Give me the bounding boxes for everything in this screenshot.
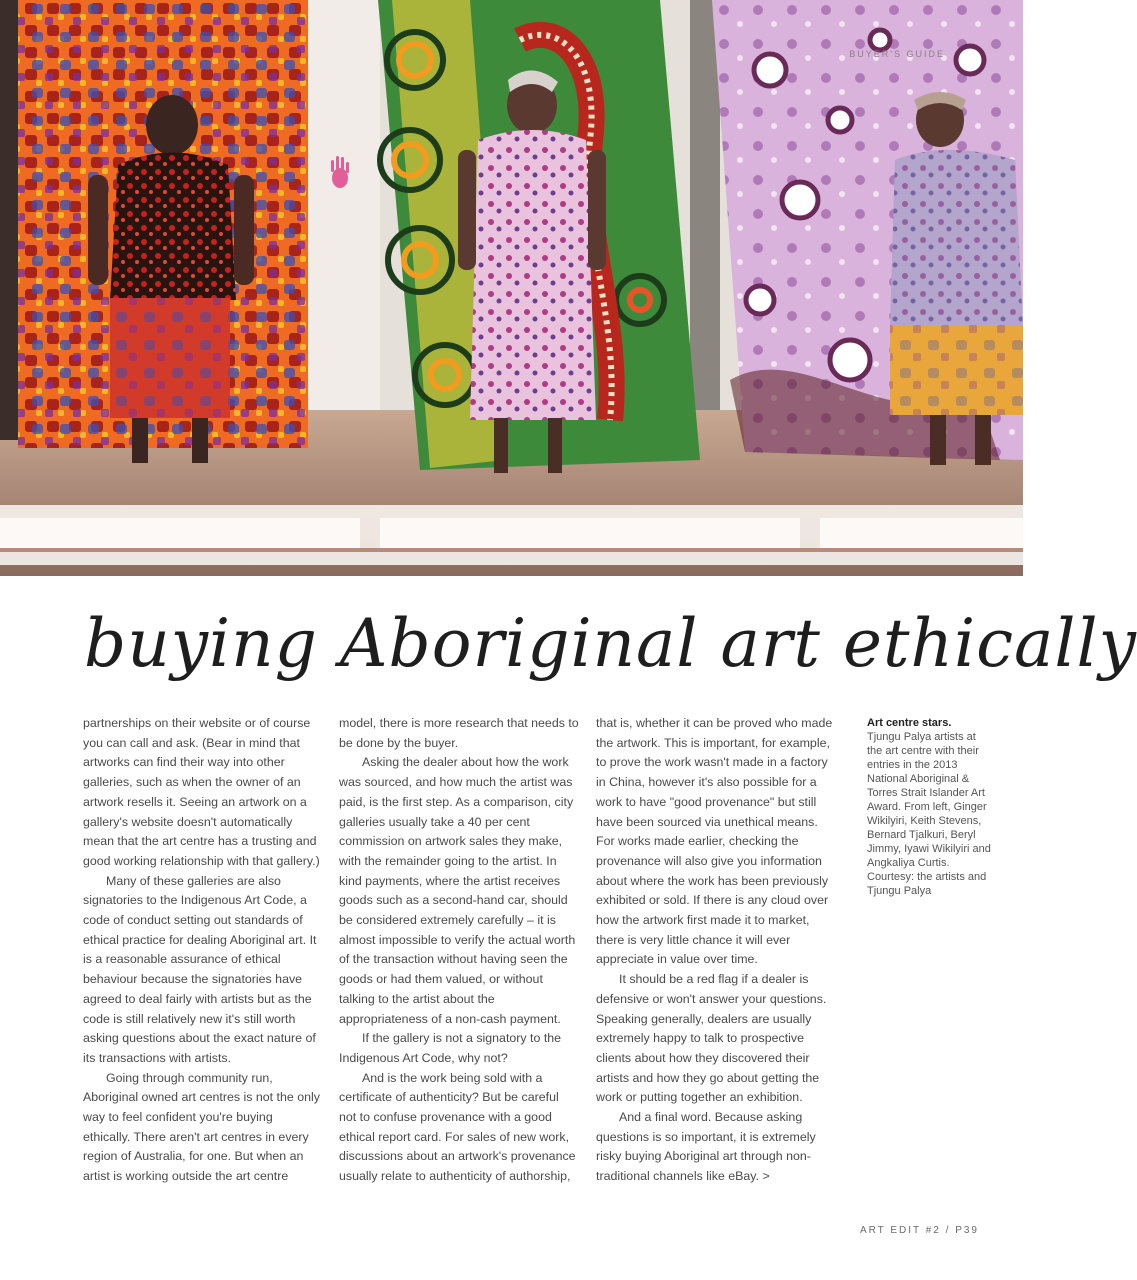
- photo-caption: [867, 716, 992, 898]
- section-label: BUYER'S GUIDE: [849, 49, 945, 59]
- paragraph: And is the work being sold with a certificate of authenticity? But be careful not to confuse provenance with a good ethical report card. For sales of new work, discussions about an artwork's provenance usually relate to authenticity of authorship,: [339, 1070, 576, 1184]
- paragraph: model, there is more research that needs to be done by the buyer.: [339, 716, 579, 750]
- body-column-2: [339, 714, 579, 1187]
- caption-body: Tjungu Palya artists at the art centre with their entries in the 2013 National Aboriginal & Torres Strait Islander Art Award. From left, Ginger Wikilyiri, Keith Stevens, Bernard Tjalkuri, Beryl Jimmy, Iyawi Wikilyiri and Angkaliya Curtis. Courtesy: the artists and Tjungu Palya: [867, 731, 991, 897]
- article-headline: buying Aboriginal art ethically: [84, 605, 1137, 682]
- paragraph: Going through community run, Aboriginal owned art centres is not the only way to feel confident you're buying ethically. There aren't art centres in every region of Australia, for one. But when an artist is working outside the art centre: [83, 1070, 320, 1184]
- caption-title: Art centre stars.: [867, 717, 952, 729]
- page-folio: ART EDIT #2 / P39: [859, 1225, 979, 1236]
- paragraph: Many of these galleries are also signatories to the Indigenous Art Code, a code of conduct setting out standards of ethical practice for dealing Aboriginal art. It is a reasonable assurance of ethical behaviour because the signatories have agreed to deal fairly with artists but as the code is still relatively new it's still worth asking questions about the exact nature of its transactions with artists.: [83, 873, 317, 1065]
- paragraph: partnerships on their website or of course you can call and ask. (Bear in mind that artworks can find their way into other galleries, such as when the owner of an artwork resells it. Seeing an artwork on a gallery's website doesn't automatically mean that the art centre has a trusting and good working relationship with that gallery.): [83, 716, 320, 868]
- body-column-1: [83, 714, 323, 1187]
- body-column-3: [596, 714, 836, 1187]
- paragraph: If the gallery is not a signatory to the Indigenous Art Code, why not?: [339, 1031, 562, 1065]
- paragraph: And a final word. Because asking questions is so important, it is extremely risky buying Aboriginal art through non-traditional channels like eBay. >: [596, 1110, 816, 1184]
- hero-photo: [0, 0, 1023, 576]
- paragraph: Asking the dealer about how the work was sourced, and how much the artist was paid, is the first step. As a comparison, city galleries usually take a 40 per cent commission on artwork sales they make, with the remainder going to the artist. In kind payments, where the artist receives goods such as a second-hand car, should be considered extremely carefully – it is almost impossible to verify the actual worth of the transaction without having seen the goods or had them valued, or without talking to the artist about the appropriateness of a non-cash payment.: [339, 755, 576, 1026]
- hero-illustration: [0, 0, 1023, 576]
- paragraph: that is, whether it can be proved who made the artwork. This is important, for example, to prove the work wasn't made in a factory in China, however it's also possible for a work to have "good provenance" but still have been sourced via unethical means. For works made earlier, checking the provenance will also give you information about where the work has been previously exhibited or sold. If there is any cloud over how the artwork first made it to market, there is very little chance it will ever appreciate in value over time.: [596, 716, 833, 967]
- paragraph: It should be a red flag if a dealer is defensive or won't answer your questions. Speaking generally, dealers are usually extremely happy to talk to prospective clients about how they discovered their artists and how they go about getting the work or putting together an exhibition.: [596, 972, 827, 1105]
